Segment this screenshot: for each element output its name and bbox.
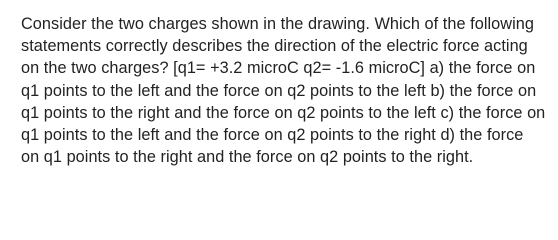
question-text: Consider the two charges shown in the drawing. Which of the following statements correctly describes the direction of the electric force acting on the two charges? [q1= +3.2 microC q2= -1.6 microC] a) the force on q1 points to the left and the force on q2 points to the left b) the force on q1 points to the right and the force on q2 points to the left c) the force on q1 points to the left and the force on q2 points to the right d) the force on q1 points to the right and the force on q2 points to the right. [21,15,546,167]
